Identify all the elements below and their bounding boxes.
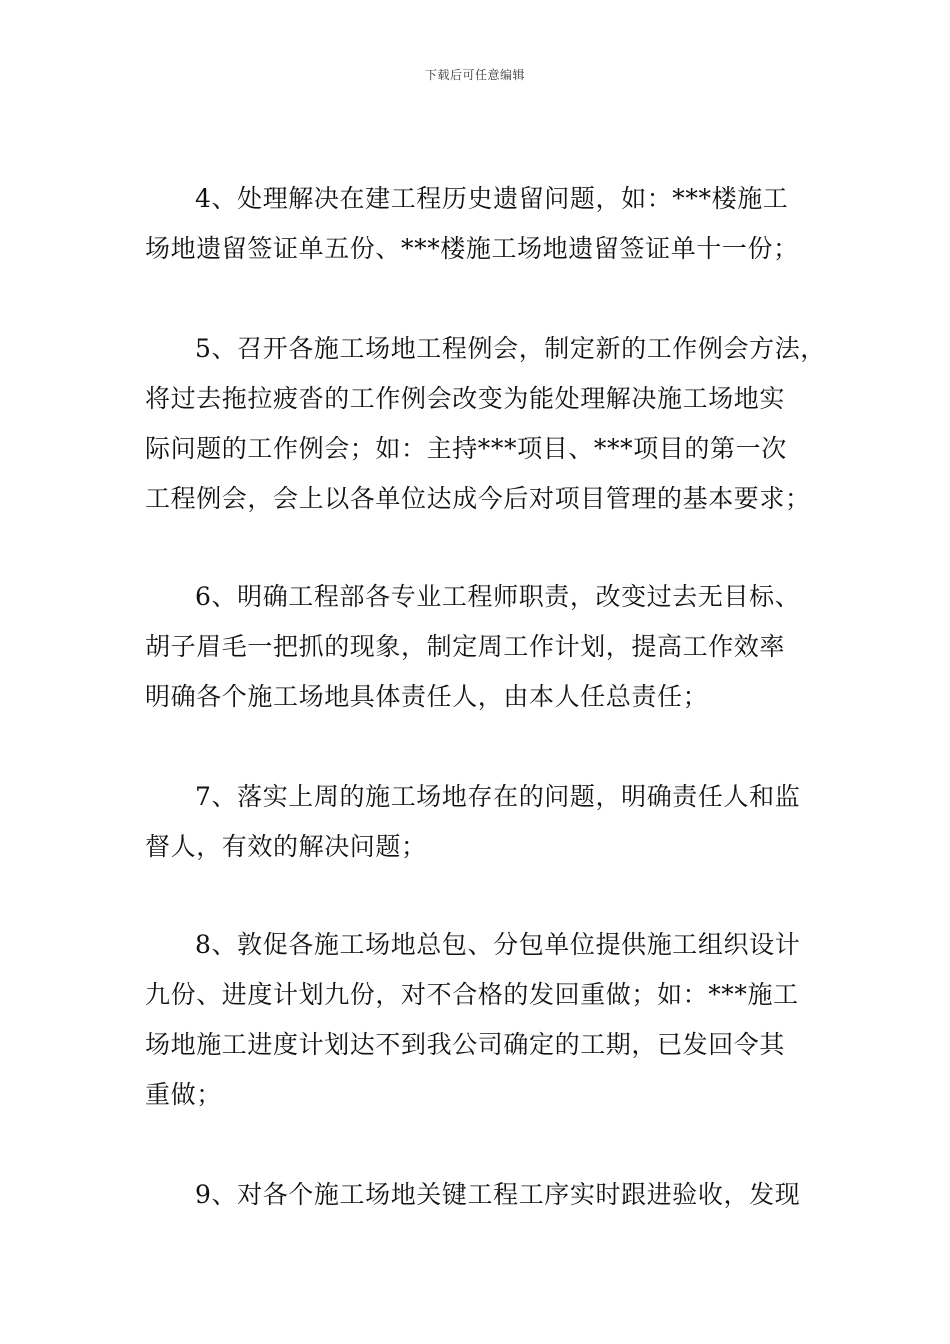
paragraph-5-line-1: 5、召开各施工场地工程例会，制定新的工作例会方法， bbox=[195, 334, 826, 363]
paragraph-7-line-2: 督人，有效的解决问题； bbox=[145, 832, 427, 861]
paragraph-5-line-2: 将过去拖拉疲沓的工作例会改变为能处理解决施工场地实 bbox=[145, 384, 786, 413]
paragraph-8-line-3: 场地施工进度计划达不到我公司确定的工期，已发回令其 bbox=[145, 1030, 786, 1059]
header-note: 下载后可任意编辑 bbox=[424, 68, 525, 82]
paragraph-6-line-2: 胡子眉毛一把抓的现象，制定周工作计划，提高工作效率 bbox=[145, 632, 786, 661]
paragraph-6-line-1: 6、明确工程部各专业工程师职责，改变过去无目标、 bbox=[195, 582, 801, 611]
paragraph-8-line-4: 重做； bbox=[145, 1080, 222, 1109]
paragraph-5-line-3: 际问题的工作例会；如：主持***项目、***项目的第一次 bbox=[145, 434, 787, 463]
paragraph-4-line-1: 4、处理解决在建工程历史遗留问题，如：***楼施工 bbox=[195, 184, 789, 213]
paragraph-6-line-3: 明确各个施工场地具体责任人，由本人任总责任； bbox=[145, 682, 709, 711]
paragraph-4-line-2: 场地遗留签证单五份、***楼施工场地遗留签证单十一份； bbox=[145, 234, 799, 263]
paragraph-9-line-1: 9、对各个施工场地关键工程工序实时跟进验收，发现 bbox=[195, 1180, 801, 1209]
paragraph-8-line-1: 8、敦促各施工场地总包、分包单位提供施工组织设计 bbox=[195, 930, 801, 959]
paragraph-5-line-4: 工程例会，会上以各单位达成今后对项目管理的基本要求； bbox=[145, 484, 811, 513]
paragraph-7-line-1: 7、落实上周的施工场地存在的问题，明确责任人和监 bbox=[195, 782, 801, 811]
paragraph-8-line-2: 九份、进度计划九份，对不合格的发回重做；如：***施工 bbox=[145, 980, 799, 1009]
